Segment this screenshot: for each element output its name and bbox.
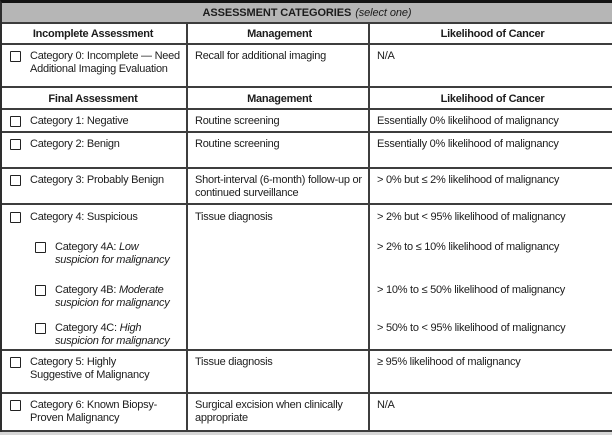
row-category-4a [2,233,184,276]
checkbox-category-1[interactable] [10,116,21,127]
category-5-label: Category 5: Highly Suggestive of Malignancy [30,356,150,381]
category-2-management: Routine screening [186,133,368,167]
category-0-label: Category 0: Incomplete — Need Additional Imaging Evaluation [30,50,180,75]
category-2-likelihood: Essentially 0% likelihood of malignancy [368,133,612,167]
table-title-band [2,3,612,24]
row-category-4c [2,314,184,349]
category-1-management: Routine screening [186,110,368,131]
category-4c-likelihood: > 50% to < 95% likelihood of malignancy [377,322,566,334]
category-4a-label-detail: Low suspicion for malignancy [55,241,170,266]
row-category-4-group [2,205,612,351]
category-0-management: Recall for additional imaging [186,45,368,86]
column-header-management: Management [186,24,368,43]
category-4c-label-detail: High suspicion for malignancy [55,322,170,347]
column-header-likelihood: Likelihood of Cancer [368,24,612,43]
row-category-6 [2,394,612,432]
category-1-label: Category 1: Negative [30,115,129,127]
row-category-1 [2,110,612,133]
column-header-final-assessment: Final Assessment [48,92,138,105]
row-category-5 [2,351,612,394]
category-5-management: Tissue diagnosis [186,351,368,392]
row-category-0 [2,45,612,88]
header-row-final [2,88,612,110]
category-4b-label-detail: Moderate suspicion for malignancy [55,284,170,309]
table-title: ASSESSMENT CATEGORIES [202,6,352,19]
checkbox-category-4a[interactable] [35,242,46,253]
row-category-2 [2,133,612,169]
category-4b-likelihood: > 10% to ≤ 50% likelihood of malignancy [377,284,565,296]
category-4a-likelihood: > 2% to ≤ 10% likelihood of malignancy [377,241,560,253]
row-category-4b [2,276,184,314]
category-4a-label-prefix: Category 4A: [55,241,120,253]
checkbox-category-2[interactable] [10,139,21,150]
category-6-likelihood: N/A [368,394,612,430]
category-5-likelihood: ≥ 95% likelihood of malignancy [368,351,612,392]
category-4b-label-prefix: Category 4B: [55,284,120,296]
column-header-management-final: Management [186,88,368,108]
checkbox-category-4[interactable] [10,212,21,223]
column-header-likelihood-final: Likelihood of Cancer [368,88,612,108]
category-4a-label [55,241,184,267]
category-3-label: Category 3: Probably Benign [30,174,164,186]
category-6-management: Surgical excision when clinically appropriate [186,394,368,430]
category-4b-label [55,284,184,310]
category-4c-label [55,322,184,348]
category-4-likelihood: > 2% but < 95% likelihood of malignancy [377,211,566,223]
row-category-4 [2,205,184,233]
category-4-label: Category 4: Suspicious [30,211,138,223]
column-header-incomplete-assessment: Incomplete Assessment [32,28,154,40]
checkbox-category-6[interactable] [10,400,21,411]
checkbox-category-5[interactable] [10,357,21,368]
category-2-label: Category 2: Benign [30,138,120,150]
checkbox-category-4b[interactable] [35,285,46,296]
category-4c-label-prefix: Category 4C: [55,322,120,334]
table-title-note: (select one) [355,6,412,19]
category-1-likelihood: Essentially 0% likelihood of malignancy [368,110,612,131]
checkbox-category-3[interactable] [10,175,21,186]
category-3-likelihood: > 0% but ≤ 2% likelihood of malignancy [368,169,612,203]
header-row-incomplete [2,24,612,45]
checkbox-category-4c[interactable] [35,323,46,334]
checkbox-category-0[interactable] [10,51,21,62]
category-6-label: Category 6: Known Biopsy-Proven Malignancy [30,399,158,424]
row-category-3 [2,169,612,205]
category-3-management: Short-interval (6-month) follow-up or continued surveillance [186,169,368,203]
category-0-likelihood: N/A [368,45,612,86]
category-4-management: Tissue diagnosis [186,205,368,349]
